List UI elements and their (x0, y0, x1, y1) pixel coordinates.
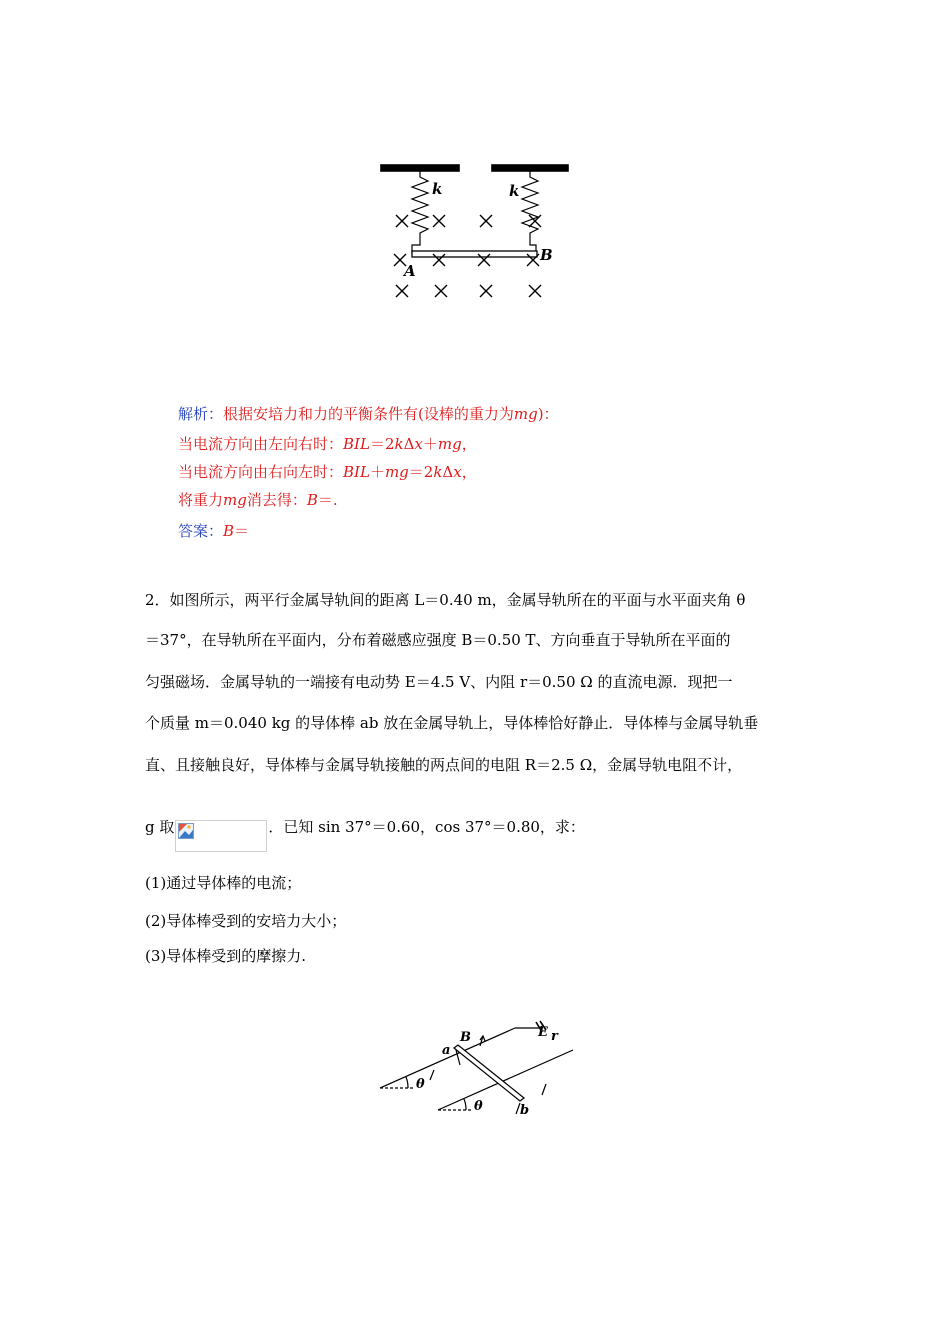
label-b: B (540, 246, 553, 264)
label-k-right: k (509, 182, 520, 200)
question-1: (1)通过导体棒的电流； (145, 874, 302, 892)
solution-line-3: 当电流方向由右向左时：BIL＋mg＝2kΔx， (178, 463, 477, 481)
broken-image-icon (178, 823, 194, 839)
label-theta-1: θ (416, 1077, 425, 1092)
label-k-left: k (432, 180, 443, 198)
label-r: r (551, 1029, 558, 1044)
problem-text-5: 直、且接触良好，导体棒与金属导轨接触的两点间的电阻 R＝2.5 Ω，金属导轨电阻不计， (145, 756, 743, 774)
solution-line-4: 将重力mg消去得：B＝. (178, 491, 338, 509)
problem-text-2: ＝37°，在导轨所在平面内，分布着磁感应强度 B＝0.50 T、方向垂直于导轨所在平面的 (145, 631, 731, 649)
spring-left (412, 171, 428, 254)
label-b-end: b (520, 1103, 530, 1118)
question-3: (3)导体棒受到的摩擦力. (145, 947, 307, 965)
conductor-bar (412, 251, 537, 257)
label-e: E (538, 1025, 548, 1040)
ceiling-left (381, 165, 459, 171)
problem-text-1: 2．如图所示，两平行金属导轨间的距离 L＝0.40 m，金属导轨所在的平面与水平面夹角 θ (145, 591, 746, 609)
angle-arc-1 (406, 1077, 408, 1088)
answer-line: 答案：B＝ (178, 522, 250, 540)
angle-arc-2 (464, 1099, 466, 1110)
problem-text-6: g 取 ．已知 sin 37°＝0.60，cos 37°＝0.80，求： (145, 817, 585, 852)
ceiling-right (492, 165, 568, 171)
spring-right (522, 171, 538, 254)
label-theta-2: θ (474, 1099, 483, 1114)
conductor-rod (454, 1045, 524, 1101)
label-b-field: B (460, 1030, 471, 1045)
solution-line-1: 解析：根据安培力和力的平衡条件有(设棒的重力为mg)： (178, 405, 559, 423)
broken-image-placeholder (175, 820, 267, 852)
question-2: (2)导体棒受到的安培力大小； (145, 912, 347, 930)
problem-text-4: 个质量 m＝0.040 kg 的导体棒 ab 放在金属导轨上，导体棒恰好静止．导体棒与金属导轨垂 (145, 714, 759, 732)
solution-line-2: 当电流方向由左向右时：BIL＝2kΔx＋mg， (178, 435, 477, 453)
spring-field-diagram (370, 150, 580, 320)
problem-text-3: 匀强磁场．金属导轨的一端接有电动势 E＝4.5 V、内阻 r＝0.50 Ω 的直流电源．现把一 (145, 673, 733, 691)
label-a: A (404, 262, 416, 280)
label-a: a (442, 1043, 451, 1058)
inclined-rails-diagram (370, 1010, 590, 1125)
